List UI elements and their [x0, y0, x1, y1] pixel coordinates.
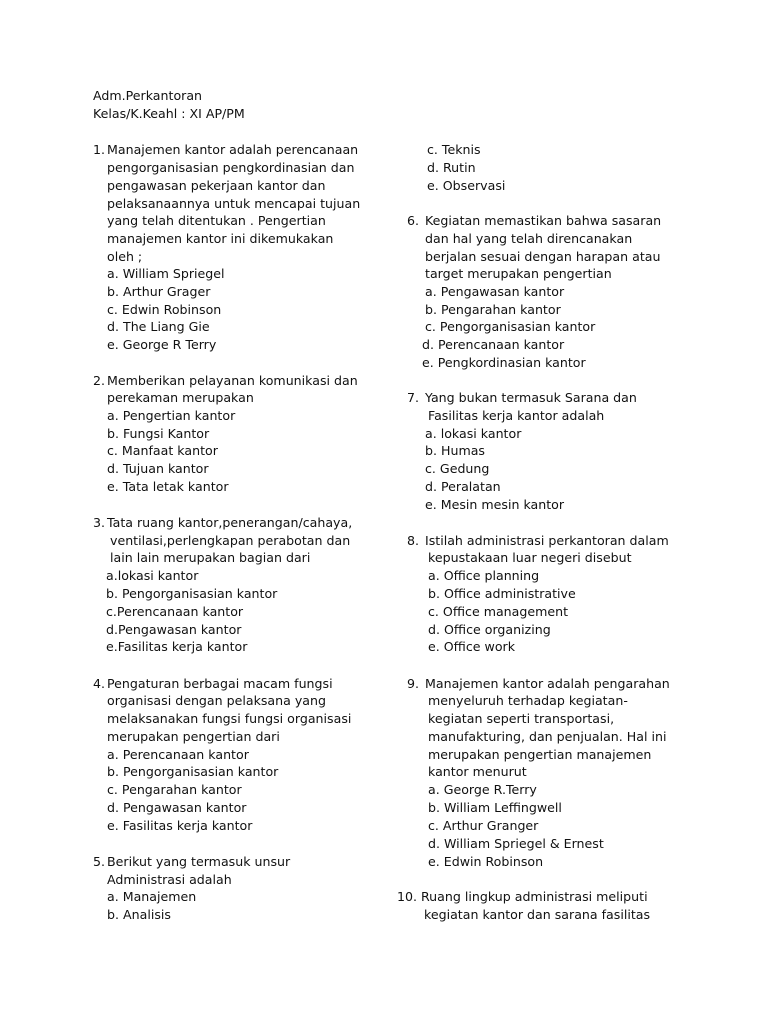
answer-option[interactable]: e. Edwin Robinson [428, 854, 544, 869]
question-number: 2. [93, 373, 106, 388]
question-number: 5. [93, 854, 106, 869]
answer-option[interactable]: a.lokasi kantor [106, 568, 199, 583]
question-text-line: Administrasi adalah [107, 872, 232, 887]
answer-option[interactable]: c. Edwin Robinson [107, 302, 222, 317]
answer-option[interactable]: e. Tata letak kantor [107, 479, 229, 494]
answer-option[interactable]: a. lokasi kantor [425, 426, 522, 441]
question-text-line: dan hal yang telah direncanakan [425, 231, 633, 246]
answer-option[interactable]: b. Analisis [107, 907, 171, 922]
answer-option[interactable]: c. Pengorganisasian kantor [425, 319, 596, 334]
question-text-line: Manajemen kantor adalah pengarahan [425, 676, 670, 691]
answer-option[interactable]: c. Manfaat kantor [107, 443, 218, 458]
answer-option[interactable]: d. Peralatan [425, 479, 501, 494]
question-text-line: manufakturing, dan penjualan. Hal ini [428, 729, 667, 744]
question-text-line: Tata ruang kantor,penerangan/cahaya, [107, 515, 353, 530]
question-text-line: perekaman merupakan [107, 390, 254, 405]
subject-title: Adm.Perkantoran [93, 88, 203, 103]
answer-option[interactable]: b. Pengorganisasian kantor [106, 586, 278, 601]
answer-option[interactable]: a. George R.Terry [428, 782, 537, 797]
question-number: 8. [407, 533, 420, 548]
question-text-line: pengawasan pekerjaan kantor dan [107, 178, 326, 193]
answer-option[interactable]: e.Fasilitas kerja kantor [106, 639, 248, 654]
answer-option[interactable]: d. Perencanaan kantor [422, 337, 565, 352]
question-text-line: Kegiatan memastikan bahwa sasaran [425, 213, 662, 228]
answer-option[interactable]: a. Pengawasan kantor [425, 284, 565, 299]
answer-option[interactable]: b. Office administrative [428, 586, 576, 601]
question-text-line: kegiatan kantor dan sarana fasilitas [424, 907, 651, 922]
question-text-line: kantor menurut [428, 764, 527, 779]
question-text-line: Pengaturan berbagai macam fungsi [107, 676, 333, 691]
answer-option[interactable]: b. Arthur Grager [107, 284, 211, 299]
question-number: 4. [93, 676, 106, 691]
question-text-line: Yang bukan termasuk Sarana dan [425, 390, 637, 405]
question-text-line: organisasi dengan pelaksana yang [107, 693, 326, 708]
answer-option[interactable]: e. Pengkordinasian kantor [422, 355, 586, 370]
question-text-line: target merupakan pengertian [425, 266, 612, 281]
question-number: 9. [407, 676, 420, 691]
question-number: 10. [397, 889, 418, 904]
question-number: 3. [93, 515, 106, 530]
question-text-line: Fasilitas kerja kantor adalah [428, 408, 605, 423]
question-text-line: lain lain merupakan bagian dari [110, 550, 311, 565]
question-number: 7. [407, 390, 420, 405]
answer-option[interactable]: b. Pengorganisasian kantor [107, 764, 279, 779]
question-text-line: pengorganisasian pengkordinasian dan [107, 160, 355, 175]
question-text-line: pelaksanaannya untuk mencapai tujuan [107, 196, 361, 211]
answer-option[interactable]: d. Tujuan kantor [107, 461, 209, 476]
answer-option[interactable]: a. Office planning [428, 568, 540, 583]
answer-option[interactable]: b. Pengarahan kantor [425, 302, 561, 317]
question-text-line: kegiatan seperti transportasi, [428, 711, 615, 726]
answer-option[interactable]: d. The Liang Gie [107, 319, 210, 334]
answer-option[interactable]: a. Pengertian kantor [107, 408, 236, 423]
answer-option[interactable]: d.Pengawasan kantor [106, 622, 242, 637]
answer-option[interactable]: c. Gedung [425, 461, 490, 476]
answer-option[interactable]: a. Perencanaan kantor [107, 747, 249, 762]
question-text-line: menyeluruh terhadap kegiatan- [428, 693, 628, 708]
question-text-line: merupakan pengertian manajemen [428, 747, 652, 762]
question-text-line: yang telah ditentukan . Pengertian [107, 213, 326, 228]
answer-option[interactable]: d. Rutin [427, 160, 476, 175]
question-number: 6. [407, 213, 420, 228]
question-number: 1. [93, 142, 106, 157]
question-text-line: kepustakaan luar negeri disebut [428, 550, 632, 565]
answer-option[interactable]: e. Office work [428, 639, 515, 654]
question-text-line: ventilasi,perlengkapan perabotan dan [110, 533, 351, 548]
question-text-line: manajemen kantor ini dikemukakan [107, 231, 334, 246]
answer-option[interactable]: e. George R Terry [107, 337, 217, 352]
question-text-line: Berikut yang termasuk unsur [107, 854, 291, 869]
question-text-line: Ruang lingkup administrasi meliputi [421, 889, 648, 904]
answer-option[interactable]: a. Manajemen [107, 889, 197, 904]
question-text-line: melaksanakan fungsi fungsi organisasi [107, 711, 352, 726]
answer-option[interactable]: a. William Spriegel [107, 266, 225, 281]
answer-option[interactable]: b. Fungsi Kantor [107, 426, 210, 441]
question-text-line: Manajemen kantor adalah perencanaan [107, 142, 359, 157]
question-text-line: berjalan sesuai dengan harapan atau [425, 249, 661, 264]
answer-option[interactable]: c. Teknis [427, 142, 481, 157]
answer-option[interactable]: e. Observasi [427, 178, 506, 193]
answer-option[interactable]: c. Office management [428, 604, 569, 619]
class-label: Kelas/K.Keahl : XI AP/PM [93, 106, 245, 121]
answer-option[interactable]: c. Pengarahan kantor [107, 782, 242, 797]
question-text-line: Memberikan pelayanan komunikasi dan [107, 373, 358, 388]
answer-option[interactable]: d. Pengawasan kantor [107, 800, 247, 815]
answer-option[interactable]: b. William Leffingwell [428, 800, 562, 815]
answer-option[interactable]: d. Office organizing [428, 622, 551, 637]
question-text-line: oleh ; [107, 249, 143, 264]
answer-option[interactable]: b. Humas [425, 443, 485, 458]
answer-option[interactable]: e. Fasilitas kerja kantor [107, 818, 253, 833]
answer-option[interactable]: d. William Spriegel & Ernest [428, 836, 604, 851]
answer-option[interactable]: c.Perencanaan kantor [106, 604, 244, 619]
answer-option[interactable]: c. Arthur Granger [428, 818, 539, 833]
question-text-line: Istilah administrasi perkantoran dalam [425, 533, 669, 548]
question-text-line: merupakan pengertian dari [107, 729, 280, 744]
answer-option[interactable]: e. Mesin mesin kantor [425, 497, 565, 512]
